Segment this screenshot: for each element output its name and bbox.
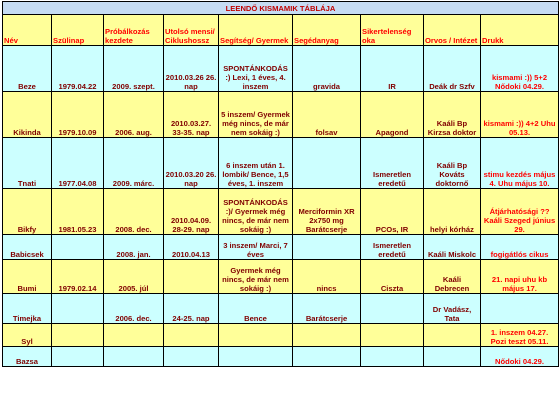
- table-body: [3, 46, 559, 367]
- table-row: [3, 46, 559, 92]
- cell-nev: Tnati: [3, 138, 52, 189]
- cell-orvos: Kaáli Debrecen: [424, 260, 481, 294]
- cell-segedanyag: [293, 324, 361, 347]
- cell-segitseg: 5 inszem/ Gyermek még nincs, de már nem sokáig :): [219, 92, 293, 138]
- cell-utolso: 24-25. nap: [164, 294, 219, 324]
- cell-utolso: 2010.04.09. 28-29. nap: [164, 189, 219, 235]
- cell-szulinap: [52, 294, 104, 324]
- cell-sikertelenseg: Ciszta: [361, 260, 424, 294]
- cell-nev: Timejka: [3, 294, 52, 324]
- cell-drukk: kismami :)) 4+2 Uhu 05.13.: [481, 92, 559, 138]
- cell-probalkozas: 2006. aug.: [104, 92, 164, 138]
- header-segedanyag: Segédanyag: [293, 15, 361, 46]
- cell-sikertelenseg: Ismeretlen eredetű: [361, 138, 424, 189]
- cell-utolso: [164, 324, 219, 347]
- cell-szulinap: [52, 324, 104, 347]
- cell-segitseg: [219, 347, 293, 367]
- cell-sikertelenseg: Ismeretlen eredetű: [361, 235, 424, 260]
- cell-drukk: fogigátlós cikus: [481, 235, 559, 260]
- cell-utolso: 2010.03.20 26. nap: [164, 138, 219, 189]
- header-segitseg: Segítség/ Gyermek: [219, 15, 293, 46]
- cell-utolso: 2010.03.26 26. nap: [164, 46, 219, 92]
- cell-probalkozas: [104, 324, 164, 347]
- cell-probalkozas: 2008. jan.: [104, 235, 164, 260]
- title-row: [3, 2, 559, 15]
- cell-segitseg: 6 inszem után 1. lombik/ Bence, 1,5 éves, 1. inszem: [219, 138, 293, 189]
- cell-orvos: [424, 324, 481, 347]
- cell-segedanyag: [293, 347, 361, 367]
- cell-utolso: 2010.04.13: [164, 235, 219, 260]
- cell-probalkozas: 2009. szept.: [104, 46, 164, 92]
- cell-orvos: Deák dr Szfv: [424, 46, 481, 92]
- header-drukk: Drukk: [481, 15, 559, 46]
- table-row: [3, 189, 559, 235]
- cell-drukk: stimu kezdés május 4. Uhu május 10.: [481, 138, 559, 189]
- header-szulinap: Szülinap: [52, 15, 104, 46]
- cell-szulinap: 1979.02.14: [52, 260, 104, 294]
- cell-drukk: 21. napi uhu kb május 17.: [481, 260, 559, 294]
- cell-orvos: Kaáli Bp Kirzsa doktor: [424, 92, 481, 138]
- cell-orvos: Kaáli Bp Kováts doktornő: [424, 138, 481, 189]
- cell-nev: Beze: [3, 46, 52, 92]
- header-nev: Név: [3, 15, 52, 46]
- table-row: [3, 235, 559, 260]
- cell-segedanyag: Merciformin XR 2x750 mg Barátcserje: [293, 189, 361, 235]
- cell-segitseg: [219, 324, 293, 347]
- cell-sikertelenseg: [361, 347, 424, 367]
- table-title: LEENDŐ KISMAMIK TÁBLÁJA: [3, 2, 559, 15]
- cell-nev: Bikfy: [3, 189, 52, 235]
- cell-szulinap: 1979.10.09: [52, 92, 104, 138]
- cell-drukk: kismami :)) 5+2 Nődoki 04.29.: [481, 46, 559, 92]
- table-row: [3, 92, 559, 138]
- cell-nev: Bazsa: [3, 347, 52, 367]
- cell-orvos: helyi kórház: [424, 189, 481, 235]
- cell-drukk: Átjárhatósági ?? Kaáli Szeged június 29.: [481, 189, 559, 235]
- cell-szulinap: 1979.04.22: [52, 46, 104, 92]
- cell-sikertelenseg: IR: [361, 46, 424, 92]
- cell-segedanyag: folsav: [293, 92, 361, 138]
- table-row: [3, 294, 559, 324]
- cell-segitseg: 3 inszem/ Marci, 7 éves: [219, 235, 293, 260]
- header-row: [3, 15, 559, 46]
- cell-sikertelenseg: PCOs, IR: [361, 189, 424, 235]
- cell-szulinap: [52, 235, 104, 260]
- kismamik-table: [2, 1, 559, 367]
- cell-segedanyag: gravida: [293, 46, 361, 92]
- cell-orvos: Dr Vadász, Tata: [424, 294, 481, 324]
- cell-nev: Kikinda: [3, 92, 52, 138]
- header-probalkozas: Próbálkozás kezdete: [104, 15, 164, 46]
- cell-sikertelenseg: Apagond: [361, 92, 424, 138]
- cell-probalkozas: 2005. júl: [104, 260, 164, 294]
- cell-probalkozas: 2006. dec.: [104, 294, 164, 324]
- cell-drukk: 1. inszem 04.27. Pozi teszt 05.11.: [481, 324, 559, 347]
- cell-segedanyag: nincs: [293, 260, 361, 294]
- cell-nev: Bumi: [3, 260, 52, 294]
- cell-orvos: [424, 347, 481, 367]
- table-row: [3, 324, 559, 347]
- cell-segedanyag: [293, 138, 361, 189]
- cell-utolso: [164, 347, 219, 367]
- cell-probalkozas: 2009. márc.: [104, 138, 164, 189]
- header-sikertelenseg: Sikertelenség oka: [361, 15, 424, 46]
- header-orvos: Orvos / Intézet: [424, 15, 481, 46]
- table-row: [3, 347, 559, 367]
- cell-utolso: 2010.03.27. 33-35. nap: [164, 92, 219, 138]
- table-row: [3, 260, 559, 294]
- cell-segitseg: SPONTÁNKODÁS :) Lexi, 1 éves, 4. inszem: [219, 46, 293, 92]
- cell-segedanyag: Barátcserje: [293, 294, 361, 324]
- cell-sikertelenseg: [361, 324, 424, 347]
- cell-probalkozas: [104, 347, 164, 367]
- cell-nev: Syl: [3, 324, 52, 347]
- cell-szulinap: 1977.04.08: [52, 138, 104, 189]
- cell-segitseg: SPONTÁNKODÁS :)/ Gyermek még nincs, de már nem sokáig :): [219, 189, 293, 235]
- cell-segitseg: Gyermek még nincs, de már nem sokáig :): [219, 260, 293, 294]
- cell-probalkozas: 2008. dec.: [104, 189, 164, 235]
- cell-utolso: [164, 260, 219, 294]
- cell-szulinap: 1981.05.23: [52, 189, 104, 235]
- table-row: [3, 138, 559, 189]
- cell-drukk: [481, 294, 559, 324]
- cell-drukk: Nődoki 04.29.: [481, 347, 559, 367]
- cell-sikertelenseg: [361, 294, 424, 324]
- cell-segedanyag: [293, 235, 361, 260]
- cell-orvos: Kaáli Miskolc: [424, 235, 481, 260]
- cell-nev: Babicsek: [3, 235, 52, 260]
- cell-szulinap: [52, 347, 104, 367]
- cell-segitseg: Bence: [219, 294, 293, 324]
- header-utolso: Utolsó mensi/ Ciklushossz: [164, 15, 219, 46]
